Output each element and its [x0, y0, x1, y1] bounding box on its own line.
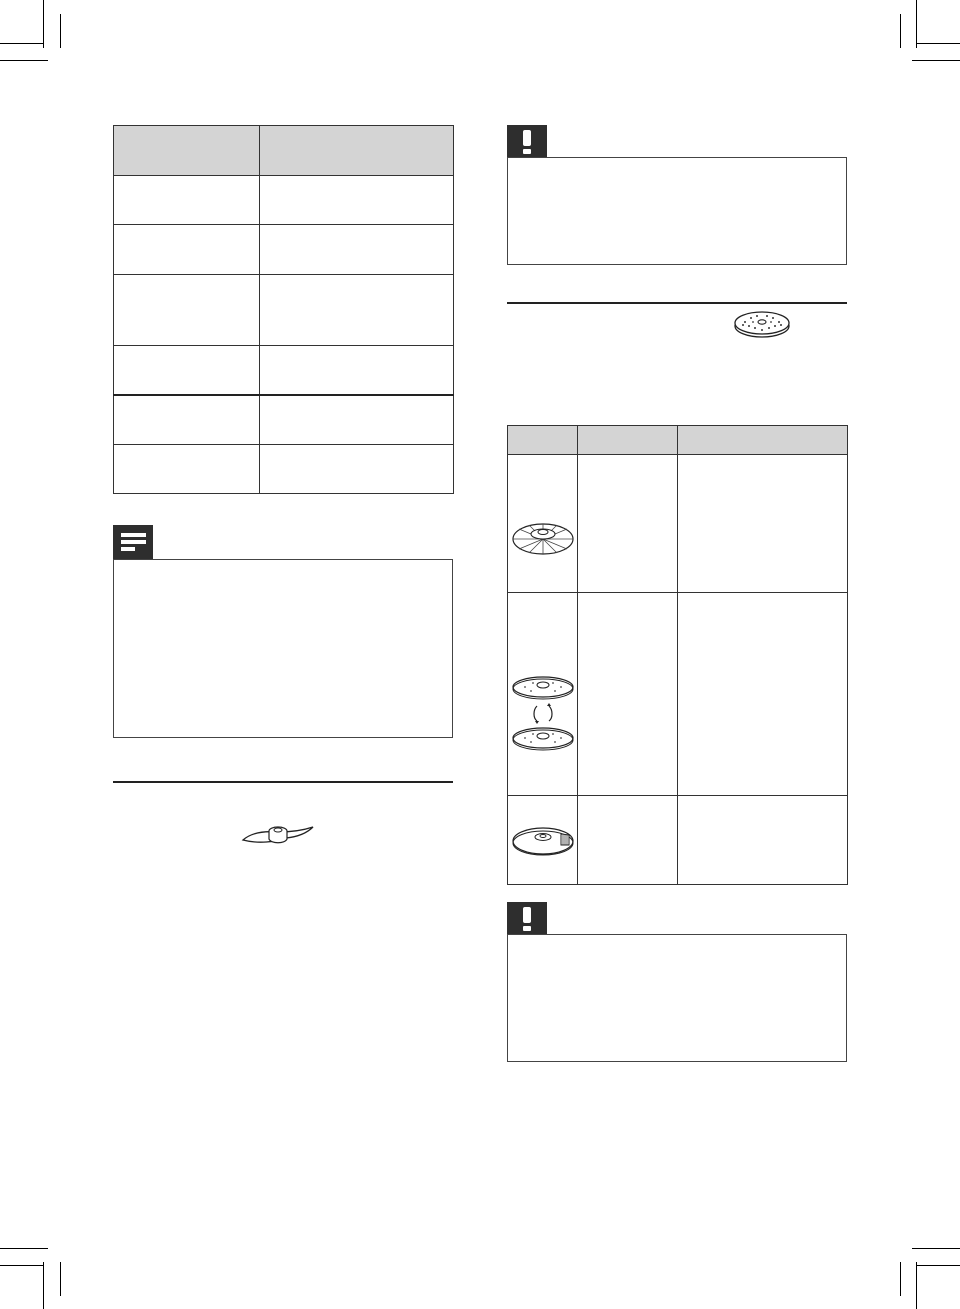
table-cell — [678, 796, 848, 885]
table-cell — [114, 275, 260, 346]
table-header-cell — [508, 426, 578, 455]
slicing-disc-icon — [508, 519, 577, 559]
kneading-disc-icon — [508, 823, 577, 857]
table-row — [508, 593, 848, 796]
table-row — [114, 176, 454, 225]
note-icon — [113, 525, 153, 559]
table-row — [114, 395, 454, 445]
table-header-row — [508, 426, 848, 455]
table-cell — [578, 455, 678, 593]
table-row — [508, 796, 848, 885]
chopping-blade-icon — [240, 820, 316, 850]
table-cell — [508, 796, 578, 885]
table-cell — [578, 796, 678, 885]
caution-text — [508, 158, 846, 178]
table-row — [114, 275, 454, 346]
table-row — [114, 346, 454, 395]
table-cell — [114, 445, 260, 494]
table-cell — [260, 225, 454, 275]
table-cell — [260, 176, 454, 225]
note-text — [114, 560, 452, 580]
table-cell — [508, 593, 578, 796]
table-cell — [260, 275, 454, 346]
exclamation-icon — [507, 125, 547, 157]
table-cell — [114, 395, 260, 445]
table-header-cell — [114, 126, 260, 176]
table-header-cell — [260, 126, 454, 176]
table-header-cell — [578, 426, 678, 455]
grating-disc-icon — [733, 309, 791, 339]
table-header-cell — [678, 426, 848, 455]
table-cell — [578, 593, 678, 796]
table-cell — [114, 346, 260, 395]
table-row — [114, 225, 454, 275]
table-cell — [114, 176, 260, 225]
table-cell — [114, 225, 260, 275]
table-cell — [508, 455, 578, 593]
section-rule — [113, 781, 453, 783]
table-cell — [260, 346, 454, 395]
section-rule — [507, 302, 847, 304]
table-row — [114, 445, 454, 494]
disc-table — [507, 425, 848, 885]
table-cell — [260, 395, 454, 445]
table-cell — [260, 445, 454, 494]
reversible-disc-icon — [508, 674, 577, 754]
table-header-row — [114, 126, 454, 176]
exclamation-icon — [507, 902, 547, 934]
table-cell — [678, 593, 848, 796]
caution-text — [508, 935, 846, 955]
table-cell — [678, 455, 848, 593]
left-table — [113, 125, 454, 494]
table-row — [508, 455, 848, 593]
